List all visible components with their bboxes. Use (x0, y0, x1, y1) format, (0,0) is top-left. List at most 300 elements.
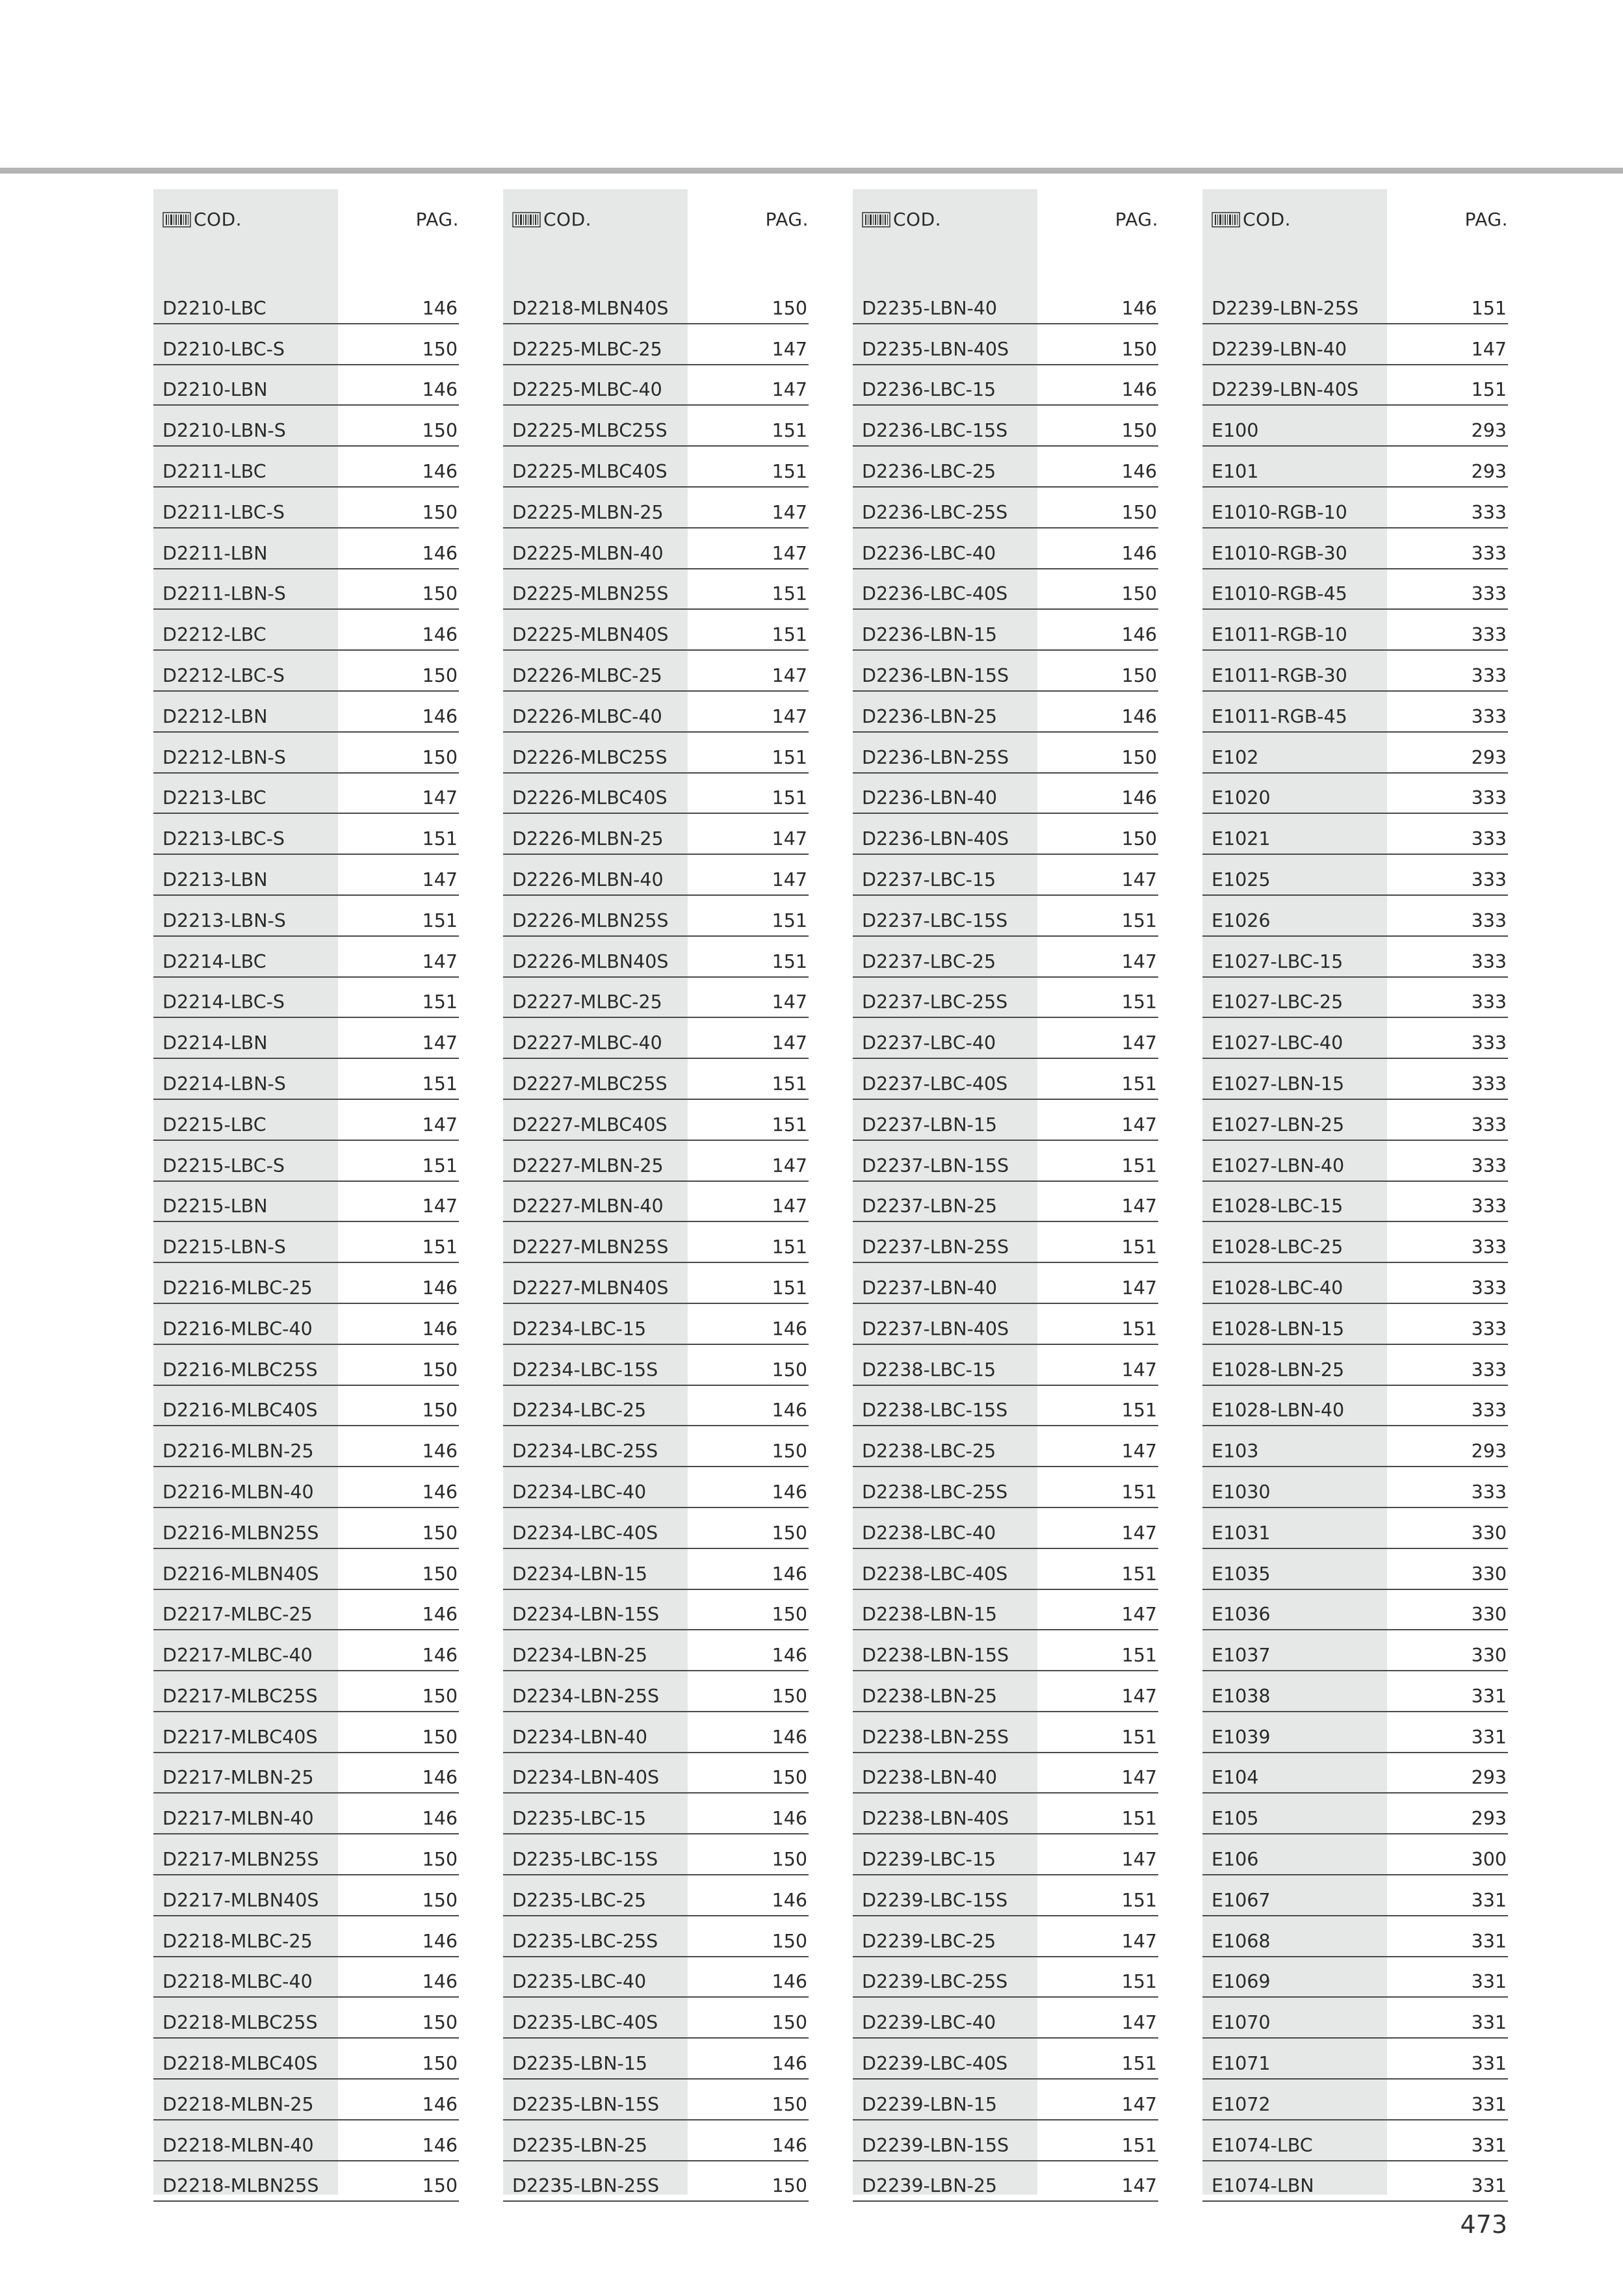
product-code: D2234-LBC-40S (512, 1522, 658, 1544)
product-code: D2211-LBN (162, 542, 268, 564)
table-row (503, 2161, 809, 2202)
page-reference: 146 (422, 705, 458, 727)
table-row (153, 1549, 459, 1590)
table-row (1202, 283, 1508, 324)
product-code: D2215-LBC (162, 1114, 266, 1136)
table-row (153, 937, 459, 978)
page-reference: 333 (1471, 1155, 1507, 1177)
product-code: E103 (1212, 1441, 1259, 1463)
table-row (853, 733, 1158, 774)
table-row (853, 406, 1158, 447)
page-reference: 151 (772, 420, 807, 442)
page-reference: 333 (1471, 1277, 1507, 1299)
table-row (853, 324, 1158, 365)
product-code: D2238-LBN-25S (862, 1726, 1009, 1748)
product-code: D2225-MLBC-25 (512, 338, 662, 360)
table-row (503, 1304, 809, 1345)
table-row (503, 2120, 809, 2161)
product-code: D2212-LBN-S (162, 746, 286, 768)
page-reference: 150 (1121, 583, 1157, 605)
table-row (503, 406, 809, 447)
table-row (853, 1671, 1158, 1712)
page-reference: 293 (1471, 1441, 1507, 1463)
product-code: D2218-MLBC-40 (162, 1971, 313, 1993)
page-reference: 333 (1471, 501, 1507, 523)
table-row (503, 488, 809, 528)
page-reference: 331 (1471, 2053, 1507, 2075)
table-row (503, 1222, 809, 1263)
page-reference: 146 (422, 1645, 458, 1667)
product-code: E1010-RGB-10 (1212, 501, 1347, 523)
table-row (153, 978, 459, 1019)
table-row (1202, 1875, 1508, 1916)
table-row (503, 651, 809, 692)
page-reference: 333 (1471, 705, 1507, 727)
product-code: D2210-LBC (162, 297, 266, 319)
product-code: D2235-LBN-25 (512, 2134, 648, 2156)
page-reference: 146 (422, 379, 458, 401)
table-row (503, 1794, 809, 1834)
table-row (503, 1100, 809, 1141)
table-row (853, 692, 1158, 733)
product-code: D2227-MLBC-25 (512, 991, 662, 1013)
page-reference: 150 (772, 2093, 807, 2115)
page-reference: 151 (772, 746, 807, 768)
page-reference: 146 (422, 1767, 458, 1789)
product-code: D2239-LBN-40S (1212, 379, 1359, 401)
table-row (153, 283, 459, 324)
product-code: D2238-LBC-15S (862, 1400, 1008, 1422)
table-row (153, 1712, 459, 1753)
product-code: D2234-LBC-40 (512, 1481, 647, 1503)
table-row (1202, 324, 1508, 365)
table-row (153, 569, 459, 610)
table-row (153, 1386, 459, 1427)
product-code: D2238-LBN-15 (862, 1604, 998, 1626)
table-row (853, 283, 1158, 324)
page-reference: 151 (422, 1073, 458, 1095)
page-reference: 333 (1471, 1032, 1507, 1054)
product-code: D2217-MLBN-40 (162, 1808, 314, 1830)
cod-label: COD. (194, 209, 242, 230)
table-row (1202, 1957, 1508, 1998)
page-reference: 147 (772, 338, 807, 360)
page-reference: 331 (1471, 1726, 1507, 1748)
table-row (153, 1794, 459, 1834)
product-code: D2218-MLBN40S (512, 297, 669, 319)
product-code: E1010-RGB-30 (1212, 542, 1347, 564)
page-reference: 147 (422, 787, 458, 809)
page-reference: 146 (422, 624, 458, 646)
product-code: D2238-LBC-40 (862, 1522, 996, 1544)
page-reference: 150 (422, 664, 458, 686)
page-reference: 331 (1471, 1971, 1507, 1993)
product-code: E1035 (1212, 1563, 1271, 1585)
table-row (853, 447, 1158, 488)
table-row (153, 528, 459, 569)
table-row (153, 1753, 459, 1794)
product-code: D2211-LBC (162, 460, 266, 482)
page-reference: 147 (422, 1114, 458, 1136)
table-row (153, 1141, 459, 1182)
product-code: D2236-LBN-40 (862, 787, 998, 809)
product-code: D2238-LBC-40S (862, 1563, 1008, 1585)
product-code: D2216-MLBN-25 (162, 1441, 314, 1463)
table-row (153, 1100, 459, 1141)
table-row (853, 774, 1158, 815)
product-code: E1028-LBC-25 (1212, 1236, 1344, 1259)
page-reference: 150 (772, 1522, 807, 1544)
page-reference: 331 (1471, 1889, 1507, 1911)
product-code: D2227-MLBN-40 (512, 1195, 664, 1218)
table-row (1202, 1222, 1508, 1263)
table-row (153, 1834, 459, 1875)
product-code: D2235-LBC-25 (512, 1889, 647, 1911)
page-reference: 330 (1471, 1604, 1507, 1626)
table-row (853, 365, 1158, 406)
table-row (1202, 1386, 1508, 1427)
table-row (503, 365, 809, 406)
table-row (153, 1222, 459, 1263)
page-reference: 146 (772, 1808, 807, 1830)
page-reference: 151 (1121, 1318, 1157, 1340)
page-reference: 293 (1471, 420, 1507, 442)
pag-label: PAG. (765, 209, 809, 230)
product-code: D2236-LBN-25S (862, 746, 1009, 768)
page-reference: 151 (1121, 1481, 1157, 1503)
page-reference: 147 (1121, 868, 1157, 891)
page-reference: 146 (422, 1930, 458, 1952)
product-code: E1071 (1212, 2053, 1271, 2075)
table-row (1202, 692, 1508, 733)
page-reference: 150 (422, 2053, 458, 2075)
product-code: D2235-LBN-40S (862, 338, 1009, 360)
table-row (1202, 406, 1508, 447)
page-reference: 150 (422, 2012, 458, 2034)
table-row (153, 733, 459, 774)
table-row (153, 896, 459, 937)
pag-label: PAG. (1115, 209, 1158, 230)
table-row (853, 1386, 1158, 1427)
table-row (153, 1263, 459, 1304)
product-code: D2234-LBC-15 (512, 1318, 647, 1340)
product-code: D2227-MLBC40S (512, 1114, 668, 1136)
page-reference: 333 (1471, 1318, 1507, 1340)
table-row (853, 2039, 1158, 2080)
table-row (503, 814, 809, 855)
table-row (1202, 651, 1508, 692)
product-code: D2218-MLBC25S (162, 2012, 318, 2034)
page-reference: 150 (422, 1726, 458, 1748)
product-code: E1027-LBN-25 (1212, 1114, 1345, 1136)
page-reference: 333 (1471, 1400, 1507, 1422)
page-reference: 146 (422, 1277, 458, 1299)
table-row (153, 2080, 459, 2120)
page-reference: 147 (1121, 1032, 1157, 1054)
table-row (1202, 855, 1508, 896)
page-reference: 151 (1121, 991, 1157, 1013)
index-rows (1202, 283, 1508, 2202)
table-row (503, 2039, 809, 2080)
product-code: D2239-LBN-15S (862, 2134, 1009, 2156)
table-row (153, 610, 459, 651)
page-reference: 146 (772, 1481, 807, 1503)
table-row (853, 896, 1158, 937)
product-code: D2226-MLBC40S (512, 787, 668, 809)
table-row (853, 937, 1158, 978)
table-row (503, 283, 809, 324)
page-reference: 147 (1471, 338, 1507, 360)
page-reference: 151 (1121, 1971, 1157, 1993)
product-code: D2237-LBC-15 (862, 868, 996, 891)
page-reference: 147 (1121, 1767, 1157, 1789)
product-code: D2234-LBN-15S (512, 1604, 660, 1626)
page-reference: 150 (1121, 501, 1157, 523)
cod-heading (512, 209, 591, 230)
product-code: E1070 (1212, 2012, 1271, 2034)
table-row (1202, 1508, 1508, 1549)
product-code: E1069 (1212, 1971, 1271, 1993)
table-row (853, 1059, 1158, 1100)
product-code: D2217-MLBN40S (162, 1889, 319, 1911)
page-reference: 151 (1121, 2053, 1157, 2075)
product-code: D2237-LBC-15S (862, 909, 1008, 932)
table-row (1202, 1590, 1508, 1631)
product-code: D2235-LBN-25S (512, 2175, 660, 2197)
page-reference: 147 (772, 379, 807, 401)
page-reference: 331 (1471, 1930, 1507, 1952)
table-row (503, 447, 809, 488)
product-code: E1072 (1212, 2093, 1271, 2115)
table-row (853, 1794, 1158, 1834)
product-code: D2218-MLBN-25 (162, 2093, 314, 2115)
page-reference: 150 (422, 1685, 458, 1707)
product-code: D2213-LBN (162, 868, 268, 891)
page-reference: 150 (772, 1359, 807, 1381)
product-code: D2215-LBC-S (162, 1155, 285, 1177)
page-reference: 146 (772, 1645, 807, 1667)
table-row (853, 2080, 1158, 2120)
product-code: D2238-LBC-25S (862, 1481, 1008, 1503)
product-code: D2217-MLBC-40 (162, 1645, 313, 1667)
table-row (153, 1059, 459, 1100)
table-row (1202, 937, 1508, 978)
product-code: E1027-LBC-25 (1212, 991, 1344, 1013)
page-reference: 150 (422, 746, 458, 768)
page-reference: 146 (1121, 542, 1157, 564)
table-row (503, 1834, 809, 1875)
table-row (1202, 1630, 1508, 1671)
page-reference: 333 (1471, 787, 1507, 809)
product-code: D2236-LBC-25 (862, 460, 996, 482)
table-row (503, 1590, 809, 1631)
product-code: D2238-LBN-25 (862, 1685, 998, 1707)
page-reference: 150 (422, 1400, 458, 1422)
page-reference: 150 (1121, 420, 1157, 442)
table-row (1202, 528, 1508, 569)
page-reference: 151 (1121, 1808, 1157, 1830)
product-code: E104 (1212, 1767, 1259, 1789)
page-reference: 151 (772, 1236, 807, 1259)
table-row (503, 1345, 809, 1386)
product-code: D2236-LBN-15S (862, 664, 1009, 686)
page-reference: 147 (1121, 1849, 1157, 1871)
table-row (853, 1998, 1158, 2039)
table-row (853, 1141, 1158, 1182)
page-reference: 151 (422, 828, 458, 850)
page-reference: 147 (772, 868, 807, 891)
page-reference: 146 (422, 1604, 458, 1626)
table-row (1202, 2161, 1508, 2202)
product-code: D2226-MLBC-25 (512, 664, 662, 686)
page-reference: 333 (1471, 828, 1507, 850)
table-row (853, 1875, 1158, 1916)
table-row (1202, 1426, 1508, 1467)
column-header (1202, 189, 1508, 283)
table-row (1202, 2120, 1508, 2161)
product-code: D2217-MLBC25S (162, 1685, 318, 1707)
table-row (853, 569, 1158, 610)
product-code: D2226-MLBN-25 (512, 828, 664, 850)
table-row (1202, 1100, 1508, 1141)
product-code: D2216-MLBC-25 (162, 1277, 313, 1299)
product-code: D2215-LBN-S (162, 1236, 286, 1259)
product-code: E1027-LBN-40 (1212, 1155, 1345, 1177)
product-code: D2214-LBC-S (162, 991, 285, 1013)
product-code: D2239-LBN-25S (1212, 297, 1359, 319)
page-reference: 146 (422, 1441, 458, 1463)
page-reference: 147 (772, 828, 807, 850)
page-reference: 146 (422, 1971, 458, 1993)
product-code: D2239-LBC-15 (862, 1849, 996, 1871)
page-reference: 147 (1121, 1441, 1157, 1463)
index-column-4 (1202, 189, 1508, 2195)
table-row (503, 855, 809, 896)
product-code: E1011-RGB-45 (1212, 705, 1347, 727)
product-code: D2225-MLBC40S (512, 460, 668, 482)
table-row (503, 1018, 809, 1059)
table-row (853, 1957, 1158, 1998)
page-reference: 146 (422, 1808, 458, 1830)
column-header (503, 189, 809, 283)
table-row (153, 1916, 459, 1957)
page-reference: 331 (1471, 2093, 1507, 2115)
table-row (153, 1630, 459, 1671)
page-reference: 146 (772, 1318, 807, 1340)
table-row (503, 733, 809, 774)
table-row (153, 447, 459, 488)
page-reference: 146 (772, 1400, 807, 1422)
page-reference: 151 (772, 950, 807, 972)
product-code: D2237-LBN-40S (862, 1318, 1009, 1340)
page-reference: 147 (772, 991, 807, 1013)
index-column-2 (503, 189, 809, 2195)
table-row (503, 1386, 809, 1427)
table-row (853, 1345, 1158, 1386)
product-code: D2218-MLBN25S (162, 2175, 319, 2197)
page-reference: 333 (1471, 909, 1507, 932)
page-reference: 150 (422, 1563, 458, 1585)
table-row (153, 1182, 459, 1223)
page-reference: 150 (422, 501, 458, 523)
table-row (503, 528, 809, 569)
table-row (853, 1630, 1158, 1671)
page-reference: 331 (1471, 2175, 1507, 2197)
table-row (853, 1100, 1158, 1141)
page-reference: 150 (772, 1849, 807, 1871)
product-code: D2237-LBN-15 (862, 1114, 998, 1136)
product-code: D2236-LBC-15S (862, 420, 1008, 442)
product-code: E1031 (1212, 1522, 1271, 1544)
page-reference: 146 (1121, 297, 1157, 319)
index-column-3 (853, 189, 1158, 2195)
page-reference: 147 (1121, 1195, 1157, 1218)
cod-label: COD. (893, 209, 942, 230)
table-row (503, 1712, 809, 1753)
product-code: D2238-LBN-40 (862, 1767, 998, 1789)
product-code: D2225-MLBN40S (512, 624, 669, 646)
table-row (1202, 1671, 1508, 1712)
barcode-icon (512, 211, 541, 228)
table-row (503, 1263, 809, 1304)
page-reference: 151 (772, 909, 807, 932)
table-row (153, 1508, 459, 1549)
product-code: D2239-LBC-25 (862, 1930, 996, 1952)
page-reference: 150 (422, 2175, 458, 2197)
table-row (1202, 1345, 1508, 1386)
table-row (153, 774, 459, 815)
table-row (503, 2080, 809, 2120)
product-code: D2217-MLBN-25 (162, 1767, 314, 1789)
table-row (153, 692, 459, 733)
product-code: D2239-LBN-40 (1212, 338, 1347, 360)
page-reference: 146 (1121, 787, 1157, 809)
column-header (853, 189, 1158, 283)
table-row (1202, 488, 1508, 528)
product-code: E1028-LBC-15 (1212, 1195, 1344, 1218)
code-index (153, 189, 1508, 2195)
table-row (153, 406, 459, 447)
page-reference: 333 (1471, 991, 1507, 1013)
product-code: E1028-LBN-40 (1212, 1400, 1345, 1422)
page-reference: 151 (1121, 1073, 1157, 1095)
product-code: D2210-LBN-S (162, 420, 286, 442)
table-row (153, 1345, 459, 1386)
page-reference: 293 (1471, 1808, 1507, 1830)
product-code: D2239-LBC-25S (862, 1971, 1008, 1993)
page-reference: 150 (422, 1522, 458, 1544)
table-row (153, 2161, 459, 2202)
table-row (153, 1304, 459, 1345)
product-code: E1028-LBN-25 (1212, 1359, 1345, 1381)
product-code: D2234-LBN-25S (512, 1685, 660, 1707)
product-code: D2217-MLBC-25 (162, 1604, 313, 1626)
table-row (503, 1467, 809, 1508)
product-code: D2217-MLBC40S (162, 1726, 318, 1748)
table-row (853, 1467, 1158, 1508)
page-reference: 146 (772, 2134, 807, 2156)
page-reference: 151 (1121, 1155, 1157, 1177)
page-reference: 331 (1471, 2134, 1507, 2156)
product-code: D2237-LBC-40 (862, 1032, 996, 1054)
table-row (853, 1304, 1158, 1345)
product-code: D2227-MLBC25S (512, 1073, 668, 1095)
page-reference: 147 (1121, 1114, 1157, 1136)
table-row (853, 488, 1158, 528)
table-row (1202, 1916, 1508, 1957)
page-reference: 146 (1121, 624, 1157, 646)
page-reference: 146 (772, 1889, 807, 1911)
